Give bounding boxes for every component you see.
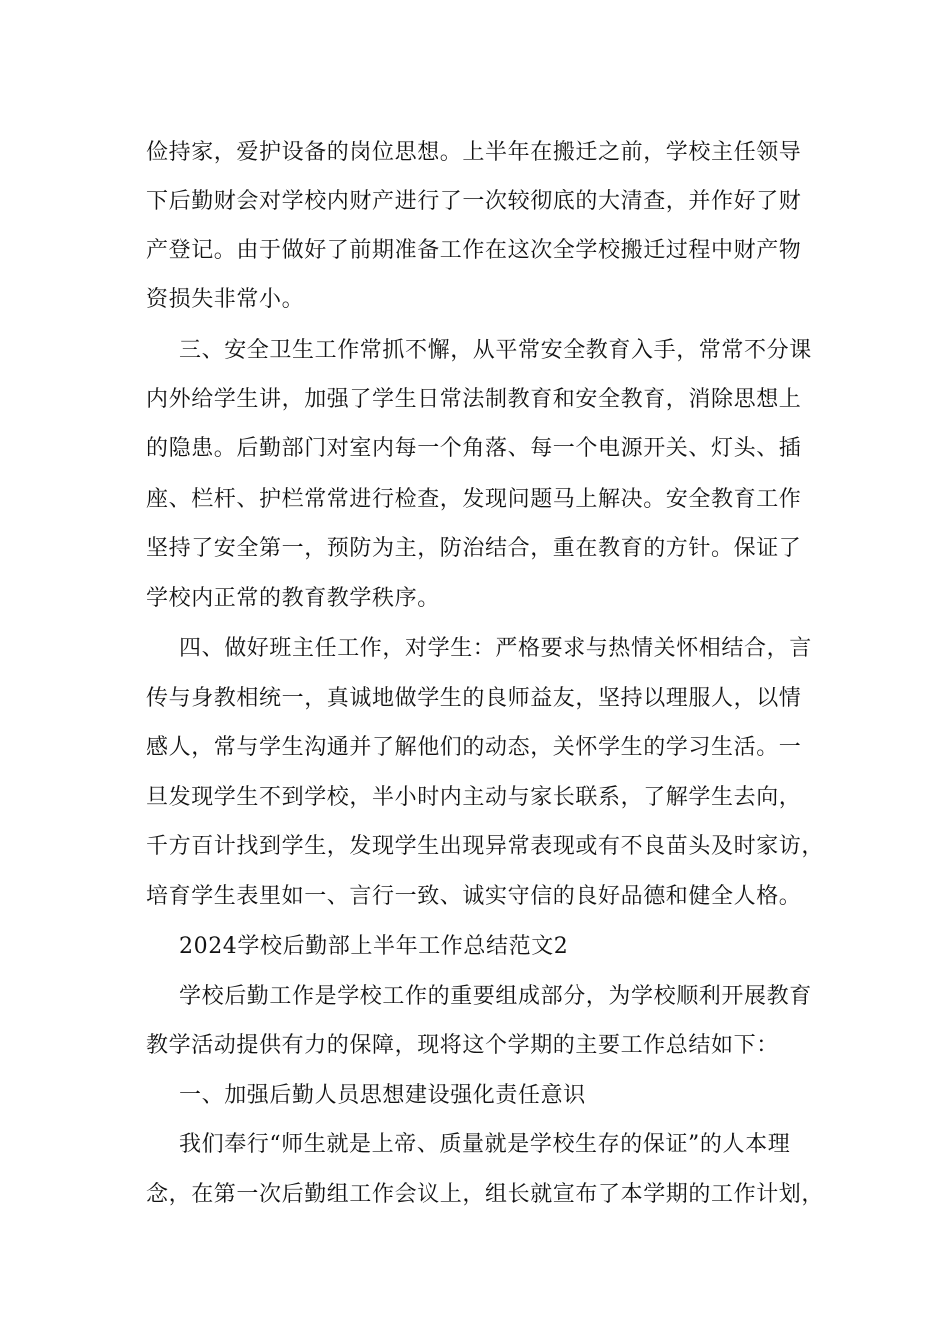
document-subtitle: 2024学校后勤部上半年工作总结范文2 bbox=[179, 934, 569, 959]
body-line: 教学活动提供有力的保障，现将这个学期的主要工作总结如下： bbox=[146, 1033, 779, 1058]
body-line: 坚持了安全第一，预防为主，防治结合，重在教育的方针。保证了 bbox=[146, 536, 802, 561]
body-line: 内外给学生讲，加强了学生日常法制教育和安全教育，消除思想上 bbox=[146, 387, 802, 412]
body-line: 旦发现学生不到学校，半小时内主动与家长联系，了解学生去向， bbox=[146, 785, 802, 810]
body-line: 千方百计找到学生，发现学生出现异常表现或有不良苗头及时家访， bbox=[146, 834, 825, 859]
body-line: 资损失非常小。 bbox=[146, 287, 305, 312]
body-line: 培育学生表里如一、言行一致、诚实守信的良好品德和健全人格。 bbox=[146, 884, 802, 909]
body-line: 俭持家，爱护设备的岗位思想。上半年在搬迁之前，学校主任领导 bbox=[146, 140, 802, 165]
section-heading-line: 四、做好班主任工作，对学生：严格要求与热情关怀相结合，言 bbox=[179, 636, 812, 661]
body-line: 感人，常与学生沟通并了解他们的动态，关怀学生的学习生活。一 bbox=[146, 735, 802, 760]
body-line: 下后勤财会对学校内财产进行了一次较彻底的大清查，并作好了财 bbox=[146, 189, 802, 214]
body-line: 传与身教相统一，真诚地做学生的良师益友，坚持以理服人，以情 bbox=[146, 686, 802, 711]
body-line: 座、栏杆、护栏常常进行检查，发现问题马上解决。安全教育工作 bbox=[146, 487, 802, 512]
section-heading-line: 三、安全卫生工作常抓不懈，从平常安全教育入手，常常不分课 bbox=[179, 338, 812, 363]
body-line: 学校后勤工作是学校工作的重要组成部分，为学校顺利开展教育 bbox=[179, 984, 812, 1009]
body-line: 学校内正常的教育教学秩序。 bbox=[146, 586, 440, 611]
body-line: 念，在第一次后勤组工作会议上，组长就宣布了本学期的工作计划， bbox=[146, 1182, 825, 1207]
body-line: 我们奉行“师生就是上帝、质量就是学校生存的保证”的人本理 bbox=[179, 1132, 791, 1157]
section-heading: 一、加强后勤人员思想建设强化责任意识 bbox=[179, 1083, 586, 1108]
body-line: 产登记。由于做好了前期准备工作在这次全学校搬迁过程中财产物 bbox=[146, 238, 802, 263]
body-line: 的隐患。后勤部门对室内每一个角落、每一个电源开关、灯头、插 bbox=[146, 436, 802, 461]
